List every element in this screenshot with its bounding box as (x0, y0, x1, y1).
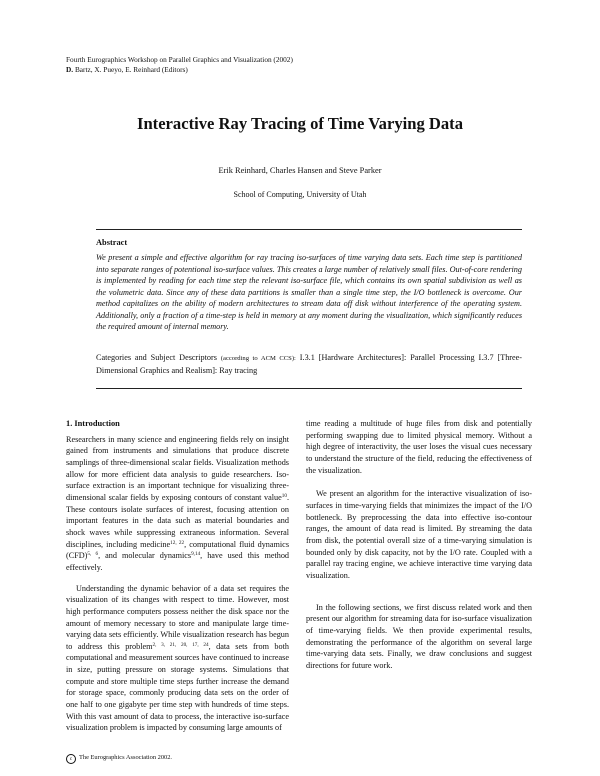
intro-paragraph-1: Researchers in many science and engineering fields rely on insight gained from instruments and simulations that produce discrete samplings of three-dimensional scalar fields. Visualization methods allow for more efficient data analysis to guide researchers. Iso-surface extraction is an important technique for visualizing three-dimensional scalar fields by exposing contours of constant value$^{10}$. These contours isolate surfaces of interest, focusing attention on important features in the data such as material boundaries and shock waves while suppressing extraneous information. Several disciplines, including medicine$^{12, 22}$, computational fluid dynamics (CFD)$^{5, 6}$, and molecular dynamics$^{9,14}$, have used this method effectively. (66, 434, 290, 572)
editors-line (66, 65, 293, 75)
abstract-bottom-rule (96, 388, 522, 389)
abstract-heading: Abstract (96, 238, 128, 247)
footer-copyright (66, 754, 172, 764)
intro-paragraph-4: In the following sections, we first discuss related work and then present our algorithm for streaming data for iso-surface visualization of time-varying fields. We then provide experimental results, demonstrating the performance of the algorithm on several large time-varying data sets. Finally, we draw conclusions and suggest directions for future work. (306, 602, 532, 670)
citation: 10 (281, 492, 287, 499)
venue-line: Fourth Eurographics Workshop on Parallel Graphics and Visualization (2002) (66, 55, 293, 64)
intro-paragraph-2: Understanding the dynamic behavior of a data set requires the visualization of its changes with respect to time. However, most high performance computers possess neither the disk space nor the amount of memory necessary to store and manipulate large time-varying data sets efficiently. While visualization research has begun to address this problem$^{2, 3, 21, 20, 17, 24}$, data sets from both computational and measurement sources have continued to increase in size, putting pressure on storage systems. Simulations that compute and store multiple time steps further increase the demand for storage space, commonly producing data sets on the order of one half to one gigabyte per time step with hundreds of time steps. With this vast amount of data to process, the interactive iso-surface visualization problem is impacted by consuming large amounts of (66, 583, 289, 733)
categories-text: I.3.1 [Hardware Architectures]: Parallel Processing I.3.7 [Three-Dimensional Graphics and Realism]: Ray tracing (96, 353, 523, 375)
section-heading: 1. Introduction (66, 419, 120, 428)
intro-paragraph-2-continued: time reading a multitude of huge files from disk and potentially performing swapping due to limited physical memory. Without a high degree of interactivity, the user loses the visual cues necessary to understand the structure of the field, reducing the effectiveness of the visualization. (306, 419, 532, 475)
paper-affiliation: School of Computing, University of Utah (233, 190, 367, 199)
categories-acm: (according to ACM CCS): (220, 355, 296, 362)
categories-block (96, 352, 522, 376)
footer-text: The Eurographics Association 2002. (79, 754, 173, 761)
intro-paragraph-3: We present an algorithm for the interactive visualization of iso-surfaces in time-varying fields that minimizes the impact of the I/O bottleneck. By preprocessing the data into effective iso-contour ranges, the amount of data read is limited. By streaming the data from disk, the potential overall size of a time-varying simulation is bounded only by disk capacity, not by the I/O rate. Coupled with a parallel ray tracing engine, we achieve interactive time varying data visualization. (306, 489, 532, 580)
venue-header (66, 55, 293, 75)
paper-authors: Erik Reinhard, Charles Hansen and Steve Parker (218, 166, 382, 175)
copyright-icon: c (66, 754, 76, 764)
editors-names: Bartz, X. Pueyo, E. Reinhard (Editors) (74, 64, 188, 74)
categories-label: Categories and Subject Descriptors (96, 353, 217, 362)
editors-initial: D. (66, 64, 74, 74)
citation: 2, 3, 21, 20, 17, 24 (152, 641, 209, 648)
right-column-text (306, 488, 532, 671)
citation: 12, 22 (170, 539, 185, 546)
citation: 9,14 (191, 551, 201, 558)
abstract-text: We present a simple and effective algorithm for ray tracing iso-surfaces of time varying data sets. Each time step is partitioned into separate ranges of potentional iso-surface values. This creates a large number of relatively small files. Out-of-core rendering is implemented by reading for each time step the relevant iso-surface file, which contains its own spatial subdivision as well as the volumetric data. Since any of these data partitions is smaller than a single time step, the I/O bottleneck is overcome. Our method capitalizes on the ability of modern architectures to stream data off disk without interference of the operating system. Additionally, only a fraction of a time-step is held in memory at any moment during the visualization, which significantly reduces the required amount of internal memory. (96, 253, 522, 331)
right-column (306, 418, 532, 476)
citation: 5, 6 (87, 551, 99, 558)
left-column (66, 418, 289, 734)
abstract-top-rule (96, 229, 522, 230)
paper-title: Interactive Ray Tracing of Time Varying Data (136, 114, 463, 133)
